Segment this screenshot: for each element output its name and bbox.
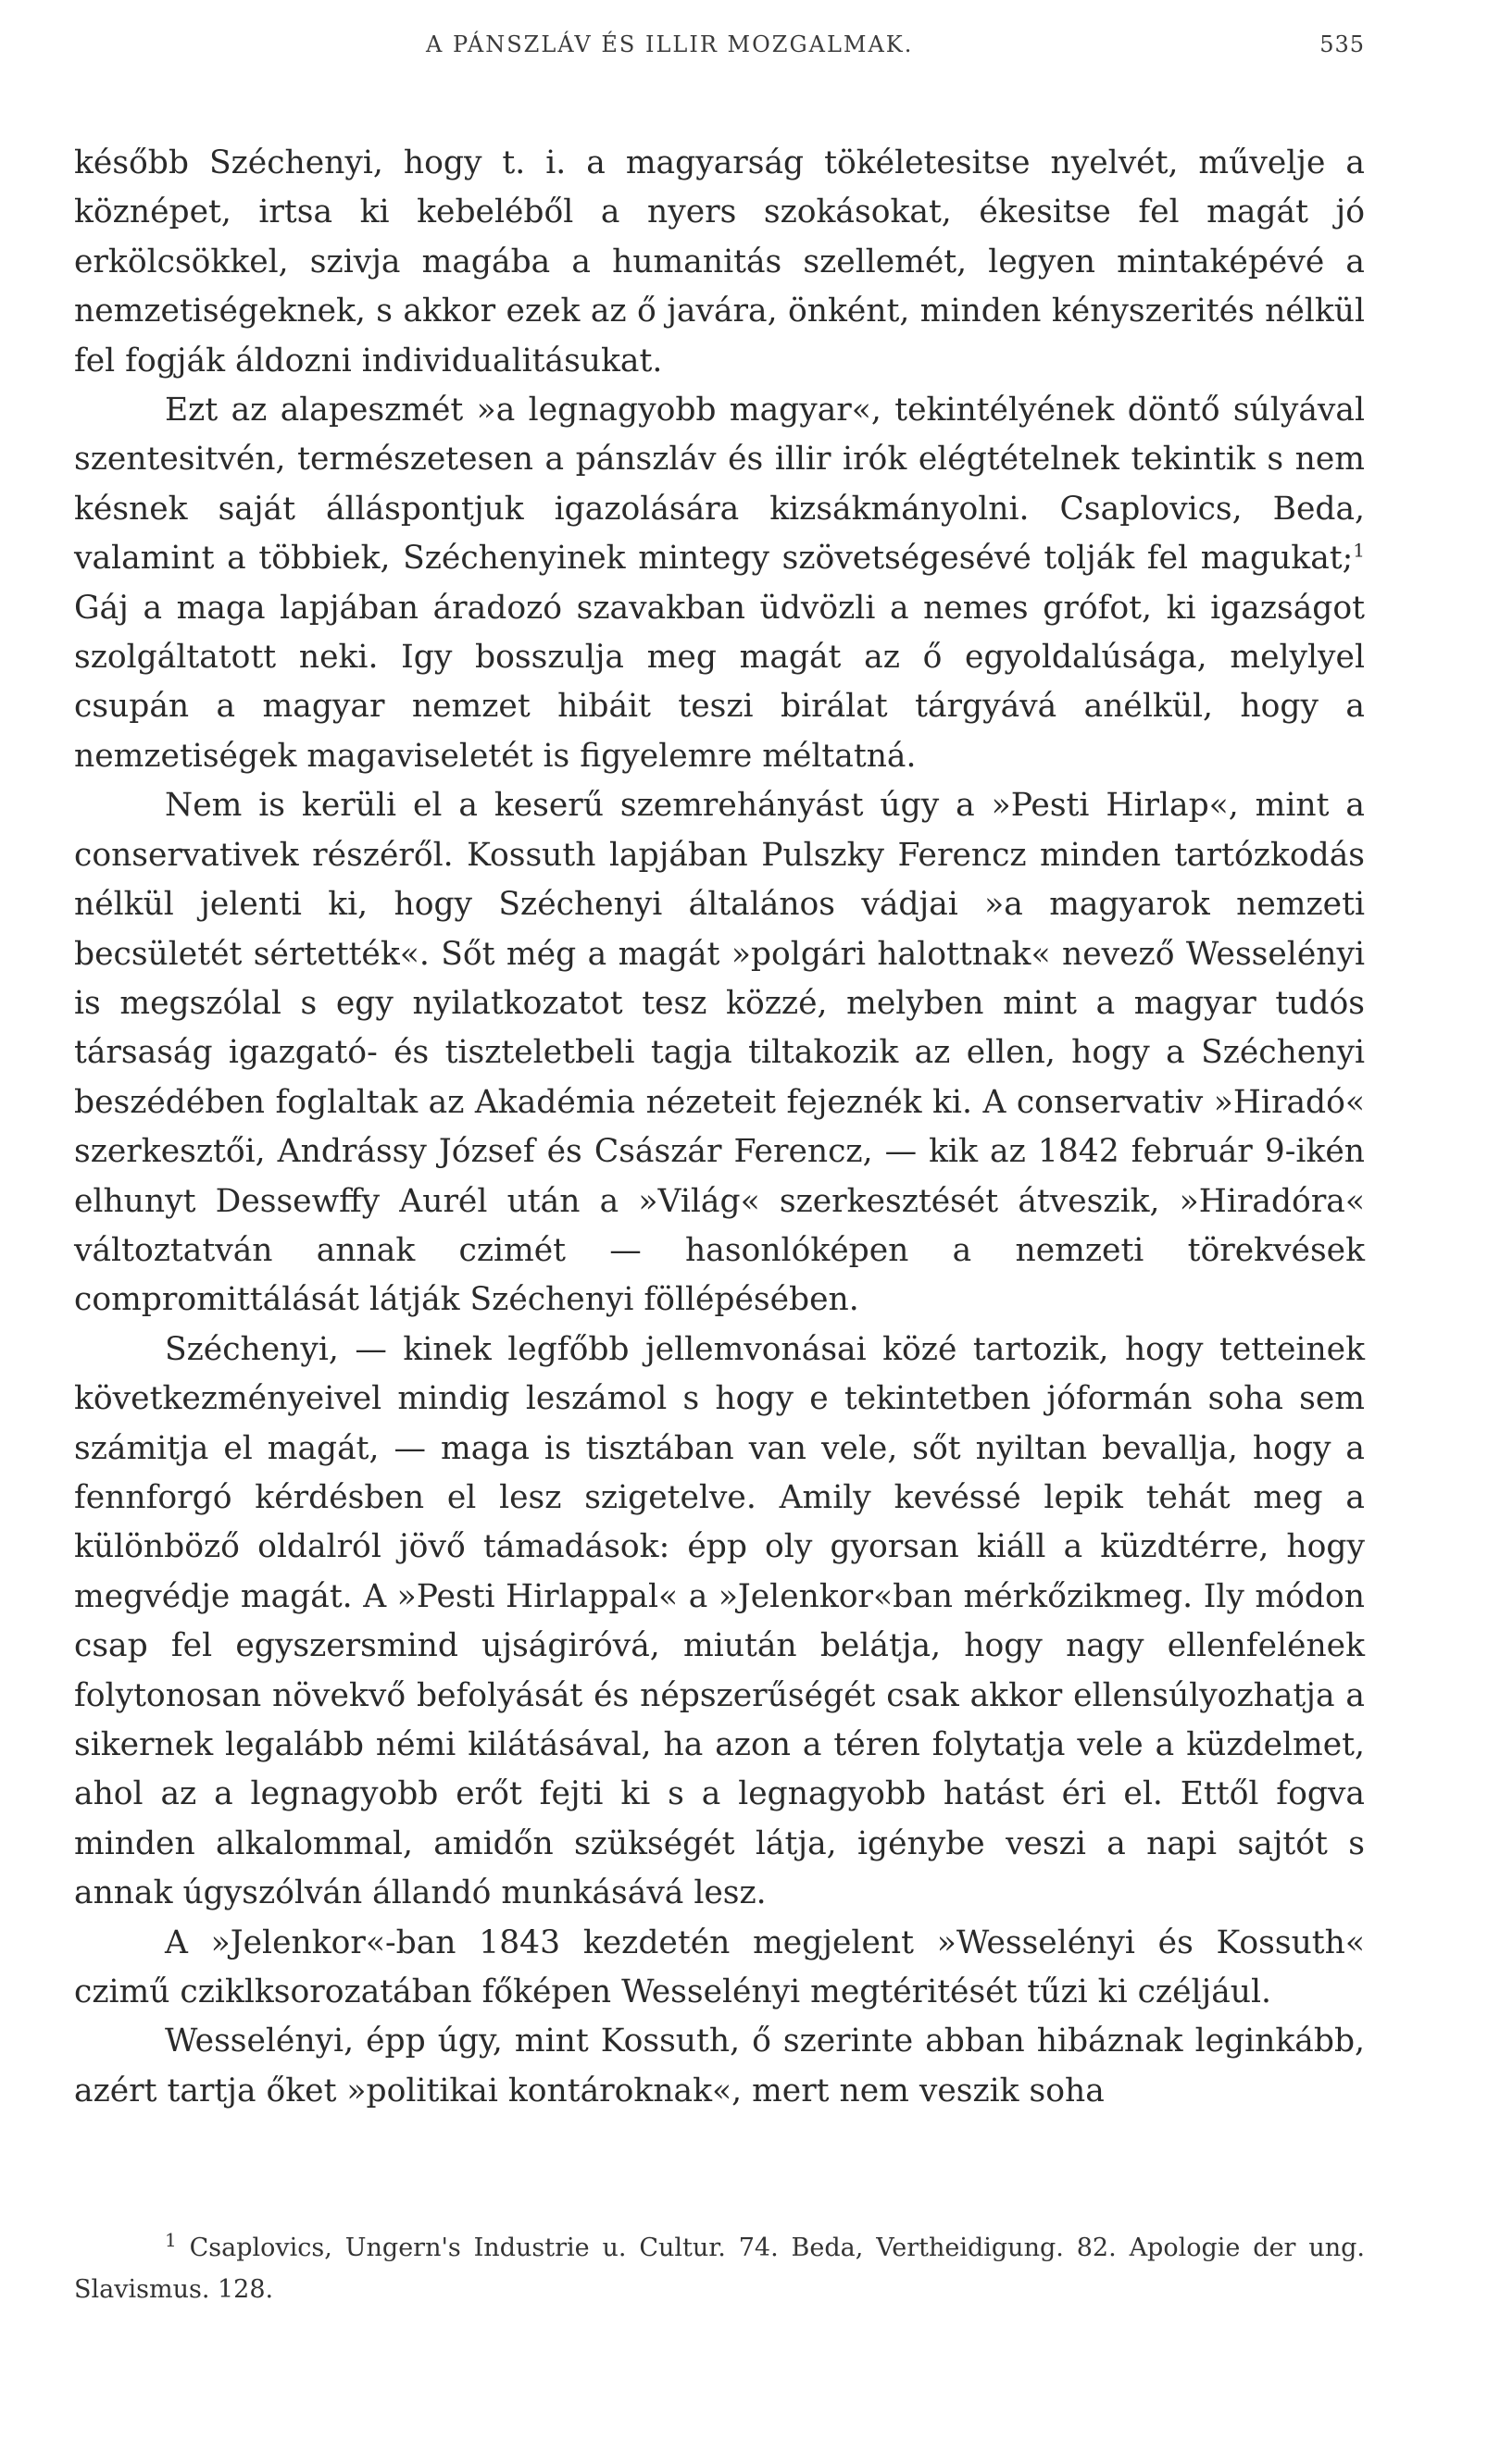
paragraph-text: Ezt az alapeszmét »a legnagyobb magyar«, tekintélyének döntő súlyával szentesitvén, természetesen a pánszláv és illir irók elégtételnek tekintik s nem késnek saját álláspontjuk igazolására kizsákmányolni. Csaplovics, Beda, valamint a többiek, Széchenyinek mintegy szövetségesévé tolják fel magukat;: [74, 392, 1365, 578]
paragraph: A »Jelenkor«-ban 1843 kezdetén megjelent »Wesselényi és Kossuth« czimű cziklksorozatában főképen Wesselényi megtéritését tűzi ki czéljául.: [74, 1923, 1365, 2011]
footnote: [74, 2227, 1365, 2310]
paragraph: Nem is kerüli el a keserű szemrehányást úgy a »Pesti Hirlap«, mint a conservativek részéről. Kossuth lapjában Pulszky Ferencz minden tartózkodás nélkül jelenti ki, hogy Széchenyi általános vádjai »a magyarok nemzeti becsületét sértették«. Sőt még a magát »polgári halottnak« nevező Wesselényi is megszólal s egy nyilatkozatot tesz közzé, melyben mint a magyar tudós társaság igazgató- és tiszteletbeli tagja tiltakozik az ellen, hogy a Széchenyi beszédében foglaltak az Akadémia nézeteit fejeznék ki. A conservativ »Hiradó« szerkesztői, Andrássy József és Császár Ferencz, — kik az 1842 február 9-ikén elhunyt Dessewffy Aurél után a »Világ« szerkesztését átveszik, »Hiradóra« változtatván annak czimét — hasonlóképen a nemzeti törekvések compromittálását látják Széchenyi föllépésében.: [74, 787, 1365, 1319]
paragraph: Wesselényi, épp úgy, mint Kossuth, ő szerinte abban hibáznak leginkább, azért tartja őket »politikai kontároknak«, mert nem veszik soha: [74, 2022, 1365, 2109]
paragraph-text: Gáj a maga lapjában áradozó szavakban üdvözli a nemes grófot, ki igazságot szolgáltatott neki. Igy bosszulja meg magát az ő egyoldalúsága, melylyel csupán a magyar nemzet hibáit teszi birálat tárgyává anélkül, hogy a nemzetiségek magaviseletét is figyelemre méltatná.: [74, 589, 1365, 775]
page-number: 535: [1319, 31, 1365, 57]
running-title: A PÁNSZLÁV ÉS ILLIR MOZGALMAK.: [426, 31, 914, 57]
footnote-text: Csaplovics, Ungern's Industrie u. Cultur. 74. Beda, Vertheidigung. 82. Apologie der ung. Slavismus. 128.: [74, 2234, 1365, 2304]
page-header: [74, 31, 1365, 68]
paragraph: [74, 386, 1365, 781]
paragraph: Széchenyi, — kinek legfőbb jellemvonásai közé tartozik, hogy tetteinek következményeivel mindig leszámol s hogy e tekintetben jóformán soha sem számitja el magát, — maga is tisztában van vele, sőt nyiltan bevallja, hogy a fennforgó kérdésben el lesz szigetelve. Amily kevéssé lepik tehát meg a különböző oldalról jövő támadások: épp oly gyorsan kiáll a küzdtérre, hogy megvédje magát. A »Pesti Hirlappal« a »Jelenkor«ban mérkőzikmeg. Ily módon csap fel egyszersmind ujságiróvá, miután belátja, hogy nagy ellenfelének folytonosan növekvő befolyását és népszerűségét csak akkor ellensúlyozhatja a sikernek legalább némi kilátásával, ha azon a téren folytatja vele a küzdelmet, ahol az a legnagyobb erőt fejti ki s a legnagyobb hatást éri el. Ettől fogva minden alkalommal, amidőn szükségét látja, igénybe veszi a napi sajtót s annak úgyszólván állandó munkásává lesz.: [74, 1330, 1365, 1912]
paragraph: később Széchenyi, hogy t. i. a magyarság tökéletesitse nyelvét, művelje a köznépet, irtsa ki kebeléből a nyers szokásokat, ékesitse fel magát jó erkölcsökkel, szivja magába a humanitás szellemét, legyen mintaképévé a nemzetiségeknek, s akkor ezek az ő javára, önként, minden kényszerités nélkül fel fogják áldozni individualitásukat.: [74, 144, 1365, 380]
footnote-reference: 1: [1353, 539, 1365, 562]
body-text: [74, 139, 1365, 2116]
footnote-marker: 1: [165, 2229, 177, 2251]
